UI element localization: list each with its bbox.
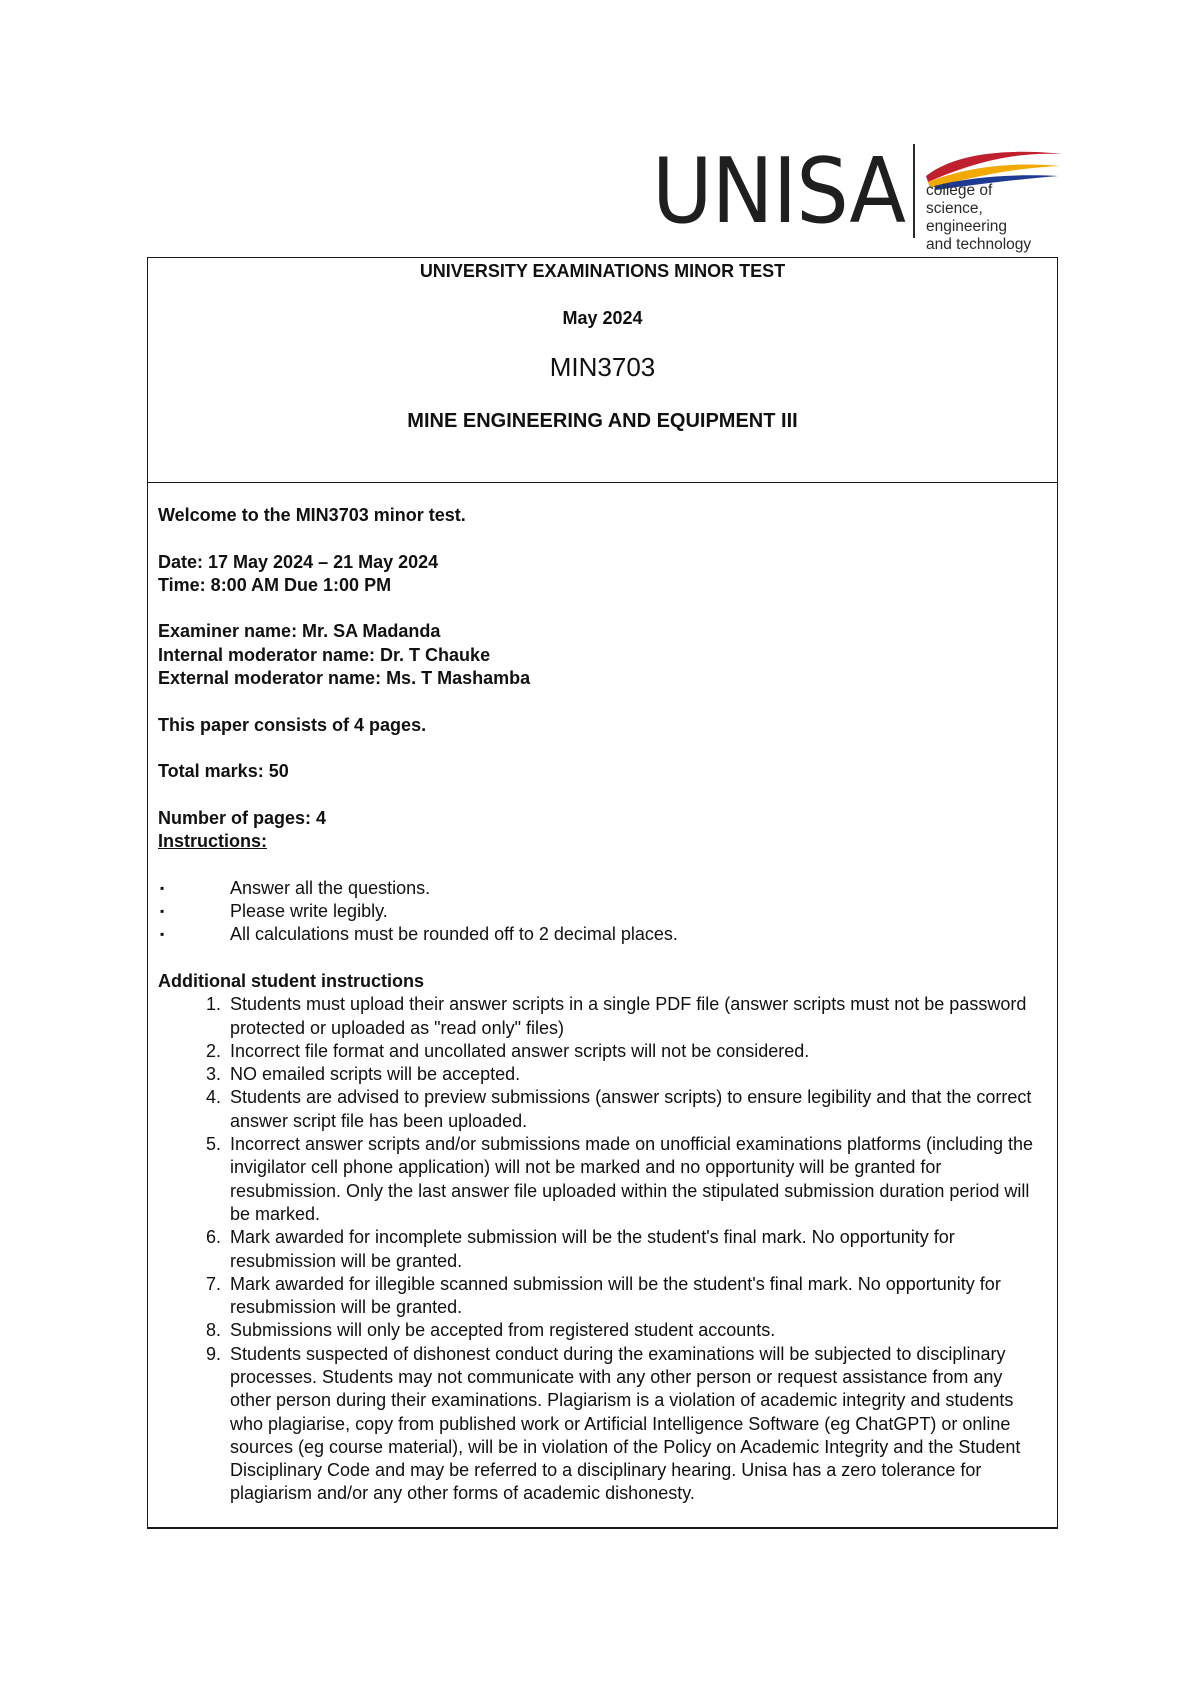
item-number: 5. bbox=[205, 1134, 221, 1155]
list-item bbox=[158, 923, 1048, 946]
logo-college-line: college of bbox=[926, 182, 993, 199]
list-item bbox=[158, 1226, 1048, 1273]
logo-separator bbox=[913, 144, 915, 238]
logo-college-text bbox=[926, 182, 1062, 254]
item-number: 1. bbox=[205, 994, 221, 1015]
item-text: Incorrect file format and uncollated answer scripts will not be considered. bbox=[230, 1040, 810, 1061]
instructions-list bbox=[158, 877, 1048, 947]
additional-instructions-heading: Additional student instructions bbox=[158, 970, 424, 991]
list-item bbox=[158, 900, 1048, 923]
list-item bbox=[158, 1040, 1048, 1063]
additional-instructions-list bbox=[158, 993, 1048, 1506]
list-item bbox=[158, 1273, 1048, 1320]
exam-body bbox=[158, 504, 1048, 1506]
list-item bbox=[158, 1133, 1048, 1226]
item-number: 3. bbox=[205, 1064, 221, 1085]
number-of-pages: Number of pages: 4 bbox=[158, 807, 327, 828]
welcome-text: Welcome to the MIN3703 minor test. bbox=[158, 505, 466, 525]
instruction-text: All calculations must be rounded off to 2 decimal places. bbox=[230, 924, 678, 945]
instruction-text: Please write legibly. bbox=[230, 901, 388, 922]
bullet-icon: ▪ bbox=[160, 880, 165, 895]
item-text: Students must upload their answer scripts in a single PDF file (answer scripts must not be password protected or uploaded as "read only" files) bbox=[230, 994, 1027, 1038]
exam-time: Time: 8:00 AM Due 1:00 PM bbox=[158, 574, 392, 595]
item-text: NO emailed scripts will be accepted. bbox=[230, 1064, 521, 1085]
item-text: Submissions will only be accepted from registered student accounts. bbox=[230, 1320, 776, 1341]
list-item bbox=[158, 1319, 1048, 1342]
logo-wordmark: UNISA bbox=[652, 139, 906, 244]
item-text: Incorrect answer scripts and/or submissions made on unofficial examinations platforms (including the invigilator cell phone application) will not be marked and no opportunity will be granted for resubmission. Only the last answer file uploaded within the stipulated submission duration period will be marked. bbox=[230, 1134, 1034, 1224]
item-number: 4. bbox=[205, 1087, 221, 1108]
list-item bbox=[158, 877, 1048, 900]
list-item bbox=[158, 1086, 1048, 1133]
exam-header bbox=[148, 258, 1057, 483]
item-number: 7. bbox=[205, 1273, 221, 1294]
item-text: Students are advised to preview submissions (answer scripts) to ensure legibility and that the correct answer script file has been uploaded. bbox=[230, 1087, 1032, 1131]
list-item bbox=[158, 1063, 1048, 1086]
item-text: Mark awarded for illegible scanned submission will be the student's final mark. No opportunity for resubmission will be granted. bbox=[230, 1273, 1001, 1318]
exam-month: May 2024 bbox=[562, 308, 643, 328]
item-number: 9. bbox=[205, 1343, 221, 1364]
item-text: Students suspected of dishonest conduct during the examinations will be subjected to disciplinary processes. Students may not communicate with any other person or request assistance from any other person during their examinations. Plagiarism is a violation of academic integrity and students who plagiarise, copy from published work or Artificial Intelligence Software (eg ChatGPT) or online sources (eg course material), will be in violation of the Policy on Academic Integrity and the Student Disciplinary Code and may be referred to a disciplinary hearing. Unisa has a zero tolerance for plagiarism and/or any other forms of academic dishonesty. bbox=[230, 1343, 1021, 1504]
instruction-text: Answer all the questions. bbox=[230, 877, 431, 898]
item-text: Mark awarded for incomplete submission will be the student's final mark. No opportunity for resubmission will be granted. bbox=[230, 1227, 955, 1271]
item-number: 6. bbox=[205, 1227, 221, 1248]
course-code: MIN3703 bbox=[549, 352, 656, 382]
total-marks: Total marks: 50 bbox=[158, 761, 289, 782]
list-item bbox=[158, 993, 1048, 1040]
course-name: MINE ENGINEERING AND EQUIPMENT III bbox=[407, 410, 798, 432]
logo-college-line: science, engineering bbox=[926, 200, 1008, 235]
bullet-icon: ▪ bbox=[160, 927, 165, 942]
internal-moderator-name: Internal moderator name: Dr. T Chauke bbox=[158, 644, 491, 665]
logo-college-line: and technology bbox=[926, 236, 1032, 253]
external-moderator-name: External moderator name: Ms. T Mashamba bbox=[158, 668, 531, 689]
paper-page-count: This paper consists of 4 pages. bbox=[158, 714, 427, 735]
item-number: 8. bbox=[205, 1320, 221, 1341]
item-number: 2. bbox=[205, 1040, 221, 1061]
bullet-icon: ▪ bbox=[160, 904, 165, 919]
instructions-heading: Instructions: bbox=[158, 831, 268, 852]
exam-cover-box bbox=[147, 257, 1058, 1529]
exam-date: Date: 17 May 2024 – 21 May 2024 bbox=[158, 551, 439, 572]
examiner-name: Examiner name: Mr. SA Madanda bbox=[158, 621, 441, 642]
list-item bbox=[158, 1343, 1048, 1506]
unisa-logo bbox=[652, 139, 1062, 253]
exam-type-title: UNIVERSITY EXAMINATIONS MINOR TEST bbox=[419, 261, 786, 281]
